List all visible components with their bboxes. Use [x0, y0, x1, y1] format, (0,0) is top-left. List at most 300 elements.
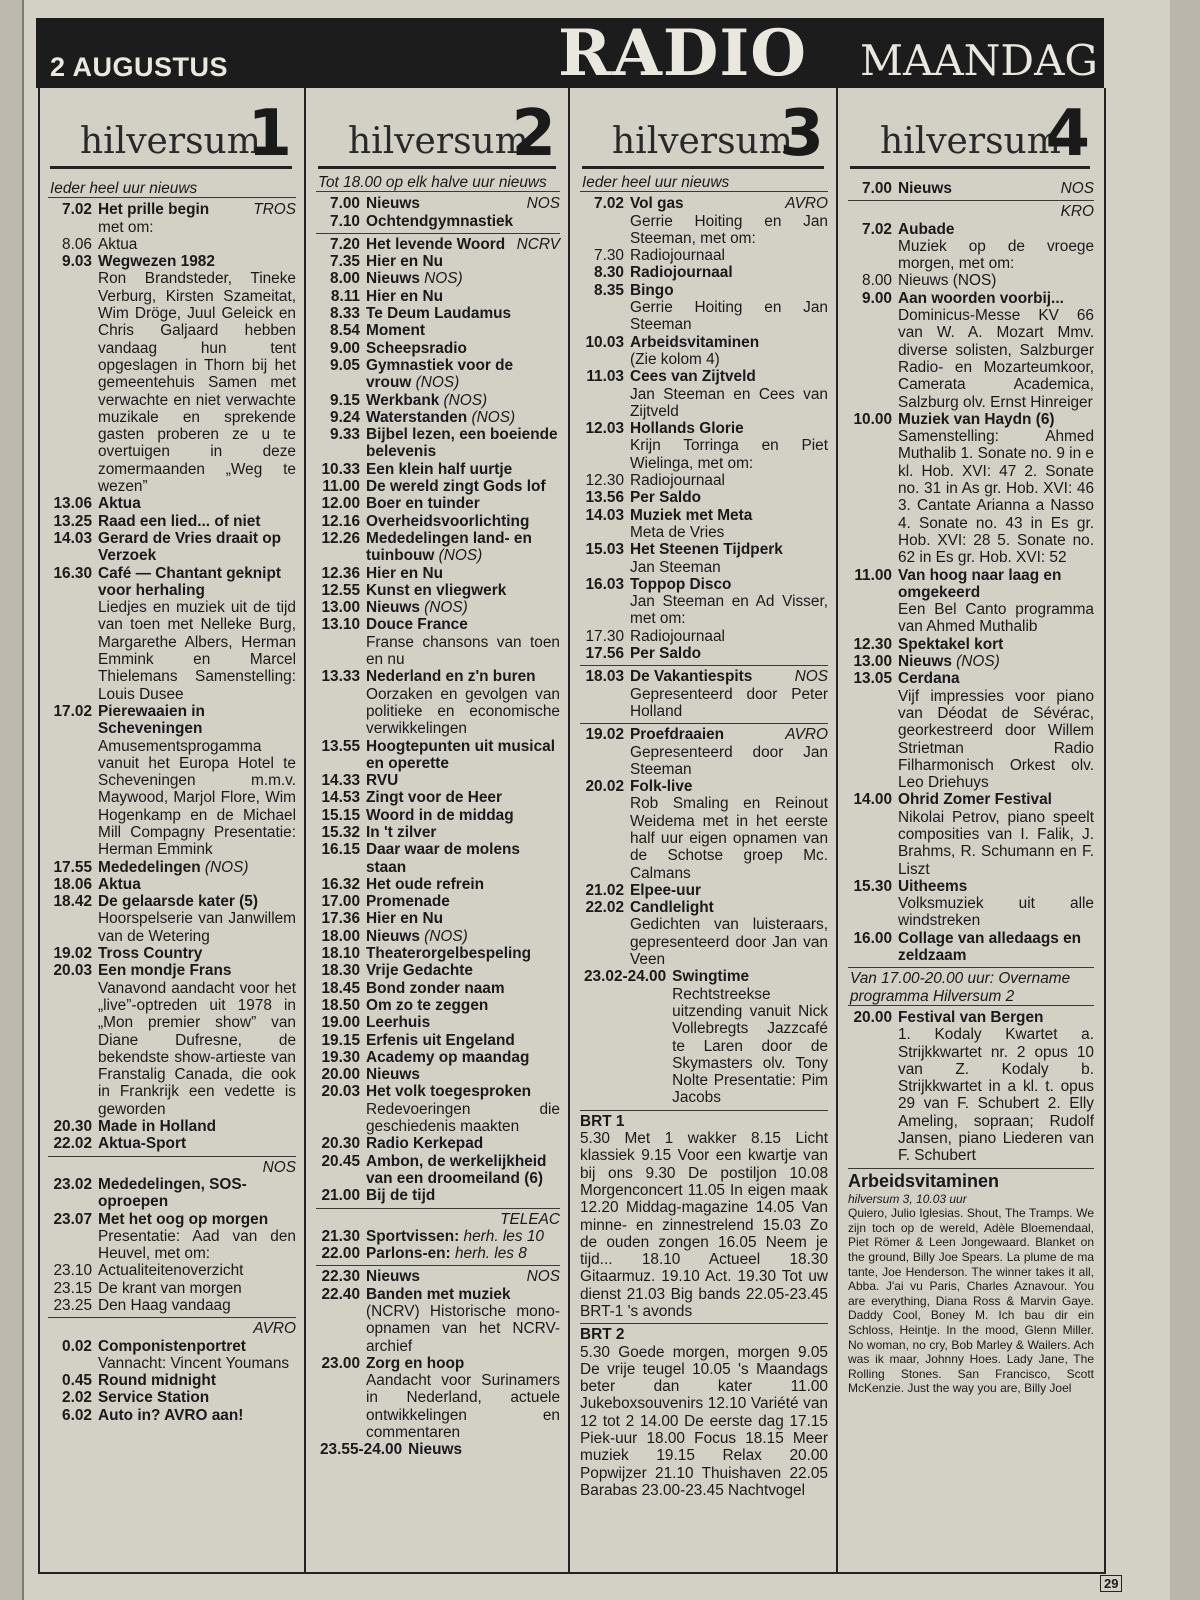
programme-time: 7.00 — [862, 180, 892, 197]
programme-content — [366, 1268, 560, 1285]
programme-content — [366, 530, 560, 565]
programme-title — [366, 340, 560, 357]
programme-description: Volksmuziek uit alle windstreken — [898, 895, 1094, 930]
programme-description: 1. Kodaly Kwartet a. Strijkkwartet nr. 2 opus 10 van Z. Kodaly b. Strijkkwartet in a kl. t. opus 29 van F. Schubert 2. Elly Ameling, sopraan; Rudolf Jansen, piano Liederen van F. Schubert — [898, 1026, 1094, 1165]
programme-title-text: De gelaarsde kater (5) — [98, 893, 258, 911]
programme-content — [630, 247, 828, 264]
programme-title — [366, 1083, 560, 1100]
programme-time: 23.55-24.00 — [320, 1441, 403, 1459]
programme-content — [630, 507, 828, 542]
programme-entry — [848, 567, 1094, 636]
programme-time: 7.02 — [862, 220, 892, 238]
programme-entry — [316, 910, 560, 927]
station-heading — [582, 97, 824, 171]
programme-time: 12.03 — [585, 420, 624, 438]
programme-title-text: Mededelingen, SOS-oproepen — [98, 1175, 247, 1211]
programme-description: Jan Steeman en Ad Visser, met om: — [630, 593, 828, 628]
programme-title-text: Nieuws — [366, 1066, 420, 1084]
programme-content — [98, 1262, 296, 1279]
programme-entry — [316, 565, 560, 582]
programme-time: 21.30 — [321, 1227, 360, 1245]
programme-time: 12.16 — [321, 512, 360, 530]
programme-title — [898, 411, 1094, 428]
programme-title-text: Spektakel kort — [898, 635, 1004, 653]
programme-title-text: Hier en Nu — [366, 910, 443, 928]
programme-entry — [848, 791, 1094, 877]
programme-title — [98, 530, 296, 565]
programme-title-text: Café — Chantant geknipt voor herhaling — [98, 564, 281, 599]
programme-entry — [316, 195, 560, 212]
programme-entry — [316, 876, 560, 893]
programme-title-text: Muziek van Haydn (6) — [898, 410, 1055, 428]
programme-title-text: Ochtendgymnastiek — [366, 212, 514, 230]
programme-entry — [580, 645, 828, 662]
programme-content — [366, 738, 560, 773]
programme-entry — [580, 899, 828, 968]
programme-title-text: Boer en tuinder — [366, 495, 480, 513]
programme-content — [98, 530, 296, 565]
programme-description: Ron Brandsteder, Tineke Verburg, Kirsten Szameitat, Wim Dröge, Juul Geleick en Chris Galjaard hebben vandaag hun tent opgeslagen in Thorn bij het gemeentehuis Samen met verwachte en niet verwachte muzikale en sprekende gasten proberen ze u te overtuigen in deze zomermaanden „Weg te wezen” — [98, 270, 296, 496]
programme-title-suffix: (NOS) — [419, 599, 468, 617]
programme-list — [580, 174, 828, 1499]
programme-title-text: Actualiteitenoverzicht — [98, 1262, 244, 1280]
programme-title — [98, 1407, 296, 1424]
programme-content — [366, 270, 560, 287]
column-hilversum-3 — [568, 88, 836, 1572]
programme-time: 12.36 — [321, 564, 360, 582]
brt1-block — [580, 1110, 828, 1321]
news-note: Ieder heel uur nieuws — [580, 174, 828, 192]
programme-entry — [48, 1280, 296, 1297]
programme-time: 13.05 — [853, 670, 892, 688]
programme-title-text: Mededelingen — [98, 858, 201, 876]
programme-title — [366, 1066, 560, 1083]
programme-entry — [316, 1083, 560, 1135]
programme-title — [898, 636, 1094, 653]
programme-title-text: Wegwezen 1982 — [98, 253, 215, 271]
programme-time: 13.10 — [321, 616, 360, 634]
programme-title-text: Nieuws — [366, 599, 420, 617]
programme-title — [672, 968, 828, 985]
programme-entry — [316, 322, 560, 339]
programme-time: 9.00 — [330, 339, 360, 357]
programme-list — [848, 180, 1094, 1396]
programme-title — [898, 272, 1094, 289]
programme-time: 22.40 — [321, 1285, 360, 1303]
programme-title-text: Een mondje Frans — [98, 962, 232, 980]
programme-entry — [48, 893, 296, 945]
programme-title-text: Componistenportret — [98, 1337, 246, 1355]
programme-title — [366, 305, 560, 322]
programme-title — [366, 513, 560, 530]
programme-description: Krijn Torringa en Piet Wielinga, met om: — [630, 437, 828, 472]
programme-content — [98, 253, 296, 495]
programme-title-text: Per Saldo — [630, 489, 701, 507]
programme-time: 18.45 — [321, 979, 360, 997]
programme-entry — [316, 495, 560, 512]
programme-title-text: Elpee-uur — [630, 881, 701, 899]
programme-time: 12.26 — [321, 529, 360, 547]
programme-title-text: Bond zonder naam — [366, 979, 505, 997]
programme-entry — [580, 420, 828, 472]
programme-content — [366, 1286, 560, 1355]
programme-entry — [316, 962, 560, 979]
programme-title-text: Arbeidsvitaminen — [630, 333, 760, 351]
programme-title-text: In 't zilver — [366, 823, 437, 841]
programme-content — [898, 180, 1094, 197]
programme-title — [366, 236, 560, 253]
programme-entry — [848, 653, 1094, 670]
programme-time: 23.15 — [53, 1279, 92, 1297]
programme-entry — [848, 290, 1094, 411]
programme-title-text: Nieuws — [366, 195, 420, 213]
programme-entry — [48, 495, 296, 512]
programme-time: 13.25 — [53, 512, 92, 530]
programme-time: 22.02 — [53, 1135, 92, 1153]
page-edge-left — [0, 0, 24, 1600]
programme-content — [366, 195, 560, 212]
page-number: 29 — [1100, 1575, 1122, 1592]
programme-title — [366, 841, 560, 876]
programme-title-text: Collage van alledaags en zeldzaam — [898, 929, 1082, 965]
programme-time: 8.54 — [330, 322, 360, 340]
programme-content — [98, 876, 296, 893]
programme-title — [98, 1297, 296, 1314]
broadcaster-tag: TROS — [253, 201, 296, 219]
programme-title — [898, 791, 1094, 808]
relay-note: Van 17.00-20.00 uur: Overname programma Hilversum 2 — [848, 967, 1094, 1006]
arbeidsvitaminen-box — [848, 1168, 1094, 1396]
programme-description: Samenstelling: Ahmed Muthalib 1. Sonate no. 9 in e kl. Hob. XVI: 47 2. Sonate no. 31 in As gr. Hob. XVI: 46 3. Cantate Arianna a Nasso 4. Sonate no. 43 in Es gr. Hob. XVI: 28 5. Sonate no. 62 in Es gr. Hob. XVI: 52 — [898, 428, 1094, 567]
programme-title-text: Round midnight — [98, 1372, 216, 1390]
programme-content — [366, 236, 560, 253]
programme-title-text: Douce France — [366, 616, 468, 634]
programme-content — [630, 668, 828, 720]
programme-entry — [848, 272, 1094, 289]
programme-title-text: Moment — [366, 322, 425, 340]
programme-entry — [316, 945, 560, 962]
programme-entry — [316, 213, 560, 230]
programme-title-text: Made in Holland — [98, 1118, 216, 1136]
programme-time: 20.00 — [321, 1066, 360, 1084]
programme-entry — [48, 1338, 296, 1373]
programme-time: 13.00 — [853, 653, 892, 671]
programme-entry — [848, 636, 1094, 653]
programme-title-text: De wereld zingt Gods lof — [366, 478, 546, 496]
programme-content — [366, 461, 560, 478]
programme-title — [98, 1372, 296, 1389]
programme-content — [366, 582, 560, 599]
programme-time: 0.02 — [62, 1337, 92, 1355]
programme-title-text: Ohrid Zomer Festival — [898, 791, 1052, 809]
programme-description: Nikolai Petrov, piano speelt composities van I. Falik, J. Brahms, R. Schumann en F. Liszt — [898, 808, 1094, 878]
brt2-heading: BRT 2 — [580, 1326, 625, 1344]
programme-content — [98, 962, 296, 1118]
programme-title — [366, 824, 560, 841]
programme-time: 17.36 — [321, 910, 360, 928]
programme-title-text: Aktua-Sport — [98, 1135, 187, 1153]
programme-entry — [316, 599, 560, 616]
programme-title-text: Theaterorgelbespeling — [366, 945, 532, 963]
programme-title — [98, 1338, 296, 1355]
programme-time: 17.56 — [585, 645, 624, 663]
programme-time: 12.55 — [321, 581, 360, 599]
programme-title-text: Het prille begin — [98, 201, 210, 219]
programme-content — [98, 236, 296, 253]
programme-entry — [316, 478, 560, 495]
programme-title-text: Uitheems — [898, 877, 968, 895]
programme-content — [98, 495, 296, 512]
programme-content — [366, 253, 560, 270]
programme-time: 7.30 — [594, 247, 624, 265]
programme-title — [898, 878, 1094, 895]
programme-time: 20.03 — [53, 962, 92, 980]
arbeidsvitaminen-sub: hilversum 3, 10.03 uur — [848, 1191, 967, 1206]
broadcaster-tag: AVRO — [785, 195, 828, 213]
programme-content — [366, 1049, 560, 1066]
programme-entry — [316, 1187, 560, 1204]
programme-time: 9.33 — [330, 426, 360, 444]
programme-time: 17.30 — [585, 627, 624, 645]
programme-description: Gepresenteerd door Peter Holland — [630, 685, 828, 720]
programme-time: 12.00 — [321, 495, 360, 513]
programme-title — [366, 928, 560, 945]
programme-content — [898, 221, 1094, 273]
programme-entry — [316, 461, 560, 478]
programme-title-suffix: (NOS) — [200, 858, 249, 876]
programme-title-text: Proefdraaien — [630, 726, 725, 744]
broadcaster-tag: NCRV — [516, 235, 560, 253]
programme-title-text: Toppop Disco — [630, 575, 732, 593]
programme-time: 14.33 — [321, 772, 360, 790]
programme-entry — [316, 980, 560, 997]
programme-title — [630, 420, 828, 437]
programme-title — [630, 726, 828, 743]
programme-title-text: Aan woorden voorbij... — [898, 289, 1064, 307]
programme-entry — [48, 565, 296, 703]
programme-entry — [316, 1228, 560, 1245]
programme-entry — [580, 541, 828, 576]
programme-title-text: Zorg en hoop — [366, 1354, 465, 1372]
programme-content — [98, 1389, 296, 1406]
programme-content — [366, 1153, 560, 1188]
broadcaster-label: NOS — [48, 1156, 296, 1176]
programme-title — [366, 1032, 560, 1049]
programme-time: 7.00 — [330, 195, 360, 213]
programme-content — [366, 1187, 560, 1204]
programme-title-text: Muziek met Meta — [630, 506, 753, 524]
programme-content — [366, 1135, 560, 1152]
column-hilversum-4 — [836, 88, 1102, 1572]
programme-title — [98, 513, 296, 530]
programme-content — [366, 824, 560, 841]
programme-title — [98, 703, 296, 738]
programme-content — [630, 628, 828, 645]
programme-entry — [316, 1441, 560, 1458]
programme-entry — [316, 305, 560, 322]
programme-time: 16.32 — [321, 875, 360, 893]
programme-title — [366, 1286, 560, 1303]
programme-title-text: Van hoog naar laag en omgekeerd — [898, 566, 1062, 601]
programme-entry — [48, 1118, 296, 1135]
programme-time: 18.50 — [321, 996, 360, 1014]
broadcaster-tag: AVRO — [785, 726, 828, 744]
programme-content — [366, 997, 560, 1014]
programme-time: 0.45 — [62, 1372, 92, 1390]
programme-title-text: Het levende Woord — [366, 235, 506, 253]
programme-description: Jan Steeman en Cees van Zijtveld — [630, 385, 828, 420]
programme-title — [366, 962, 560, 979]
programme-description: Franse chansons van toen en nu — [366, 633, 560, 669]
programme-title-suffix: (NOS) — [467, 408, 516, 426]
programme-time: 21.00 — [321, 1187, 360, 1205]
programme-content — [630, 778, 828, 882]
programme-title-text: Nieuws — [366, 927, 420, 945]
programme-entry — [316, 530, 560, 565]
programme-title-text: Aubade — [898, 220, 955, 238]
programme-title-text: Den Haag vandaag — [98, 1297, 231, 1314]
programme-title-text: Raad een lied... of niet — [98, 512, 261, 530]
programme-entry — [48, 513, 296, 530]
programme-title-suffix: herh. les 10 — [459, 1227, 544, 1245]
programme-title-text: Ambon, de werkelijkheid van een droomeiland (6) — [366, 1152, 547, 1187]
header-title: RADIO — [558, 16, 808, 91]
programme-title-text: Candlelight — [630, 899, 714, 917]
programme-title-text: Nieuws — [408, 1441, 463, 1459]
programme-content — [98, 893, 296, 945]
programme-title — [630, 668, 828, 685]
programme-title-text: Gymnastiek voor de vrouw — [366, 356, 514, 392]
programme-content — [366, 478, 560, 495]
programme-content — [98, 1407, 296, 1424]
programme-title — [898, 290, 1094, 307]
station-name: hilversum — [880, 121, 1061, 162]
programme-entry — [316, 928, 560, 945]
programme-entry — [48, 236, 296, 253]
station-heading — [50, 97, 292, 171]
programme-entry — [580, 334, 828, 369]
programme-title-text: Bingo — [630, 281, 674, 299]
programme-time: 18.10 — [321, 945, 360, 963]
programme-title — [366, 738, 560, 773]
programme-time: 13.56 — [585, 489, 624, 507]
programme-title — [366, 910, 560, 927]
programme-entry — [580, 628, 828, 645]
programme-time: 20.30 — [321, 1135, 360, 1153]
programme-time: 8.30 — [594, 264, 624, 282]
programme-title — [366, 1245, 560, 1262]
programme-title-suffix: (NOS) — [419, 927, 468, 945]
programme-time: 8.06 — [62, 235, 92, 253]
programme-title — [408, 1441, 560, 1458]
programme-time: 14.00 — [853, 791, 892, 809]
programme-time: 9.00 — [862, 289, 892, 307]
programme-time: 11.00 — [322, 478, 360, 496]
programme-time: 23.02-24.00 — [584, 968, 667, 986]
arbeidsvitaminen-heading: Arbeidsvitaminen — [848, 1170, 1000, 1191]
programme-title-text: Hier en Nu — [366, 564, 443, 582]
programme-content — [366, 322, 560, 339]
programme-title-text: Academy op maandag — [366, 1048, 530, 1066]
programme-title — [366, 616, 560, 633]
programme-title-text: Nieuws — [898, 180, 952, 197]
programme-title — [98, 876, 296, 893]
programme-entry — [580, 576, 828, 628]
programme-title — [366, 668, 560, 685]
programme-description: Jan Steeman — [630, 558, 721, 576]
programme-content — [898, 636, 1094, 653]
programme-title-text: Festival van Bergen — [898, 1008, 1044, 1026]
programme-content — [98, 201, 296, 236]
programme-list — [316, 174, 560, 1459]
programme-description: Een Bel Canto programma van Ahmed Muthalib — [898, 601, 1094, 636]
programme-title — [630, 264, 828, 281]
programme-title — [630, 334, 828, 351]
programme-title — [366, 997, 560, 1014]
programme-content — [366, 392, 560, 409]
programme-title — [98, 962, 296, 979]
programme-title-text: Hier en Nu — [366, 253, 443, 271]
programme-time: 10.00 — [853, 410, 892, 428]
programme-title-text: Radiojournaal — [630, 247, 725, 265]
programme-content — [98, 1338, 296, 1373]
programme-description: (Zie kolom 4) — [630, 350, 720, 368]
programme-time: 19.02 — [585, 726, 624, 744]
programme-content — [630, 882, 828, 899]
programme-time: 17.00 — [321, 893, 360, 911]
programme-content — [366, 962, 560, 979]
programme-title — [630, 645, 828, 662]
programme-content — [98, 1135, 296, 1152]
programme-title — [98, 1211, 296, 1228]
programme-title — [366, 1187, 560, 1204]
programme-time: 20.45 — [321, 1152, 360, 1170]
programme-content — [366, 893, 560, 910]
programme-list — [48, 180, 296, 1424]
programme-title — [630, 247, 828, 264]
programme-content — [630, 472, 828, 489]
programme-content — [366, 841, 560, 876]
programme-time: 7.10 — [330, 212, 360, 230]
programme-content — [630, 489, 828, 506]
programme-entry — [316, 233, 560, 253]
programme-title — [366, 1153, 560, 1188]
programme-entry — [316, 668, 560, 737]
programme-description: Presentatie: Aad van den Heuvel, met om: — [98, 1227, 296, 1263]
programme-description: Muziek op de vroege morgen, met om: — [898, 237, 1094, 273]
programme-title — [898, 1009, 1094, 1026]
programme-title-text: Bij de tijd — [366, 1187, 436, 1205]
programme-title-text: Banden met muziek — [366, 1285, 511, 1303]
programme-title — [630, 368, 828, 385]
programme-time: 15.03 — [585, 541, 624, 559]
programme-content — [898, 930, 1094, 965]
programme-time: 16.03 — [585, 575, 624, 593]
programme-title — [366, 478, 560, 495]
programme-title-text: Nederland en z'n buren — [366, 668, 536, 686]
programme-title — [366, 270, 560, 287]
programme-entry — [848, 221, 1094, 273]
programme-title-text: Parlons-en: — [366, 1245, 451, 1263]
programme-description: Rechtstreekse uitzending vanuit Nick Vollebregts Jazzcafé te Laren door de Skymasters olv. Tony Nolte Presentatie: Pim Jacobs — [672, 985, 828, 1107]
programme-time: 7.02 — [594, 195, 624, 213]
programme-entry — [48, 1211, 296, 1263]
programme-content — [98, 1211, 296, 1263]
programme-title-text: Het volk toegesproken — [366, 1083, 532, 1101]
programme-content — [366, 789, 560, 806]
programme-time: 22.02 — [585, 899, 624, 917]
programme-title-suffix: herh. les 8 — [450, 1245, 527, 1263]
